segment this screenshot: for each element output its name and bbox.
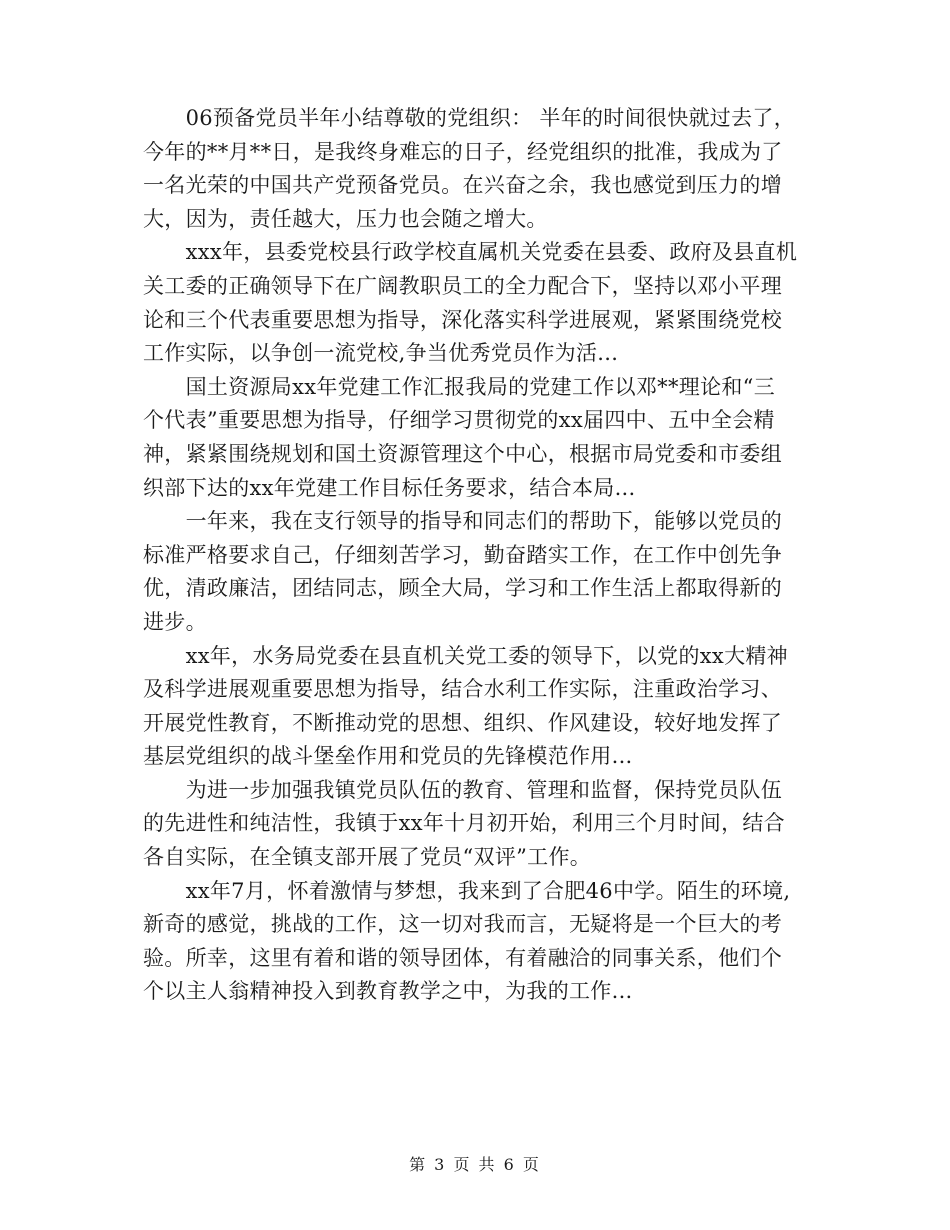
- text-line: 进步。: [143, 609, 207, 634]
- text-line: 织部下达的xx年党建工作目标任务要求，结合本局...: [143, 475, 636, 500]
- text-line: 大，因为，责任越大，压力也会随之增大。: [143, 206, 548, 231]
- text-line: 为进一步加强我镇党员队伍的教育、管理和监督，保持党员队伍: [143, 777, 782, 802]
- text-line: 及科学进展观重要思想为指导，结合水利工作实际，注重政治学习、: [143, 677, 782, 702]
- text-line: 论和三个代表重要思想为指导，深化落实科学进展观，紧紧围绕党校: [143, 307, 782, 332]
- page-number-footer: 第 3 页 共 6 页: [409, 1155, 541, 1174]
- text-line: 的先进性和纯洁性，我镇于xx年十月初开始，利用三个月时间，结合: [143, 811, 785, 836]
- text-line: xx年，水务局党委在县直机关党工委的领导下，以党的xx大精神: [143, 643, 788, 668]
- text-line: 标准严格要求自己，仔细刻苦学习，勤奋踏实工作，在工作中创先争: [143, 542, 782, 567]
- text-line: 基层党组织的战斗堡垒作用和党员的先锋模范作用...: [143, 744, 633, 769]
- document-body: [143, 102, 833, 1009]
- text-line: 验。所幸，这里有着和谐的领导团体，有着融洽的同事关系，他们个: [143, 945, 782, 970]
- text-line: 一名光荣的中国共产党预备党员。在兴奋之余，我也感觉到压力的增: [143, 173, 782, 198]
- text-line: xx年7月，怀着激情与梦想，我来到了合肥46中学。陌生的环境,: [143, 878, 791, 903]
- text-line: 个代表”重要思想为指导，仔细学习贯彻党的xx届四中、五中全会精: [143, 408, 775, 433]
- text-line: xxx年，县委党校县行政学校直属机关党委在县委、政府及县直机: [143, 240, 798, 265]
- text-line: 新奇的感觉，挑战的工作，这一切对我而言，无疑将是一个巨大的考: [143, 912, 782, 937]
- text-line: 神，紧紧围绕规划和国土资源管理这个中心，根据市局党委和市委组: [143, 441, 782, 466]
- text-line: 工作实际，以争创一流党校,争当优秀党员作为活...: [143, 341, 619, 366]
- text-line: 06预备党员半年小结尊敬的党组织： 半年的时间很快就过去了，: [143, 106, 795, 130]
- text-line: 今年的**月**日，是我终身难忘的日子，经党组织的批准，我成为了: [143, 139, 783, 164]
- text-line: 开展党性教育，不断推动党的思想、组织、作风建设，较好地发挥了: [143, 710, 782, 735]
- text-line: 优，清政廉洁，团结同志，顾全大局，学习和工作生活上都取得新的: [143, 576, 782, 601]
- text-line: 一年来，我在支行领导的指导和同志们的帮助下，能够以党员的: [143, 509, 782, 534]
- text-line: 关工委的正确领导下在广阔教职员工的全力配合下，坚持以邓小平理: [143, 273, 782, 298]
- text-line: 个以主人翁精神投入到教育教学之中，为我的工作...: [143, 979, 633, 1004]
- text-line: 国土资源局xx年党建工作汇报我局的党建工作以邓**理论和“三: [143, 374, 776, 399]
- text-line: 各自实际，在全镇支部开展了党员“双评”工作。: [143, 845, 592, 870]
